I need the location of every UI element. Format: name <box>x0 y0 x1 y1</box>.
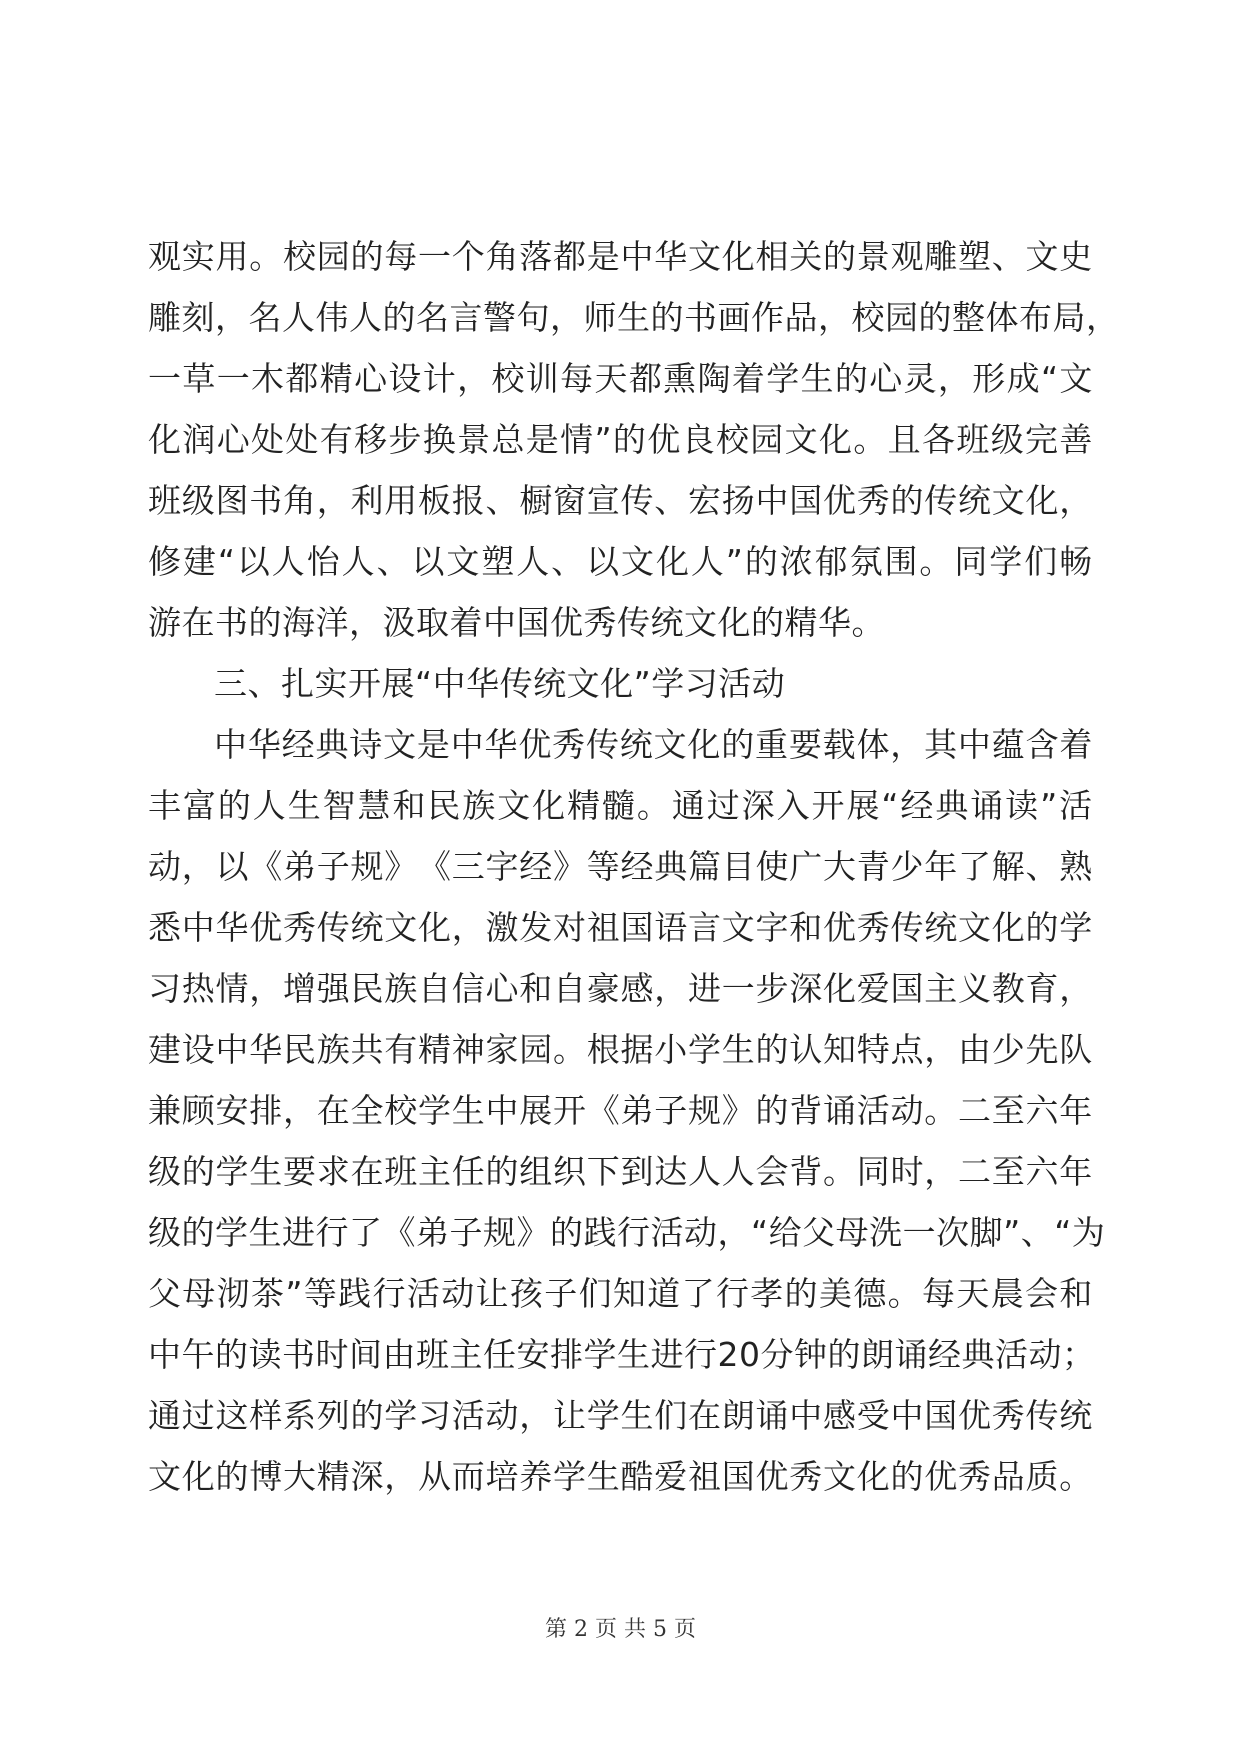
text-line: 兼 顾 安 排 ， 在 全 校 学 生 中 展 开 《 弟 子 规 》 的 背 诵 活 动 。 二 至 六 年 <box>148 1091 1093 1130</box>
section-heading: 三、扎实开展“中华传统文化”学习活动 <box>214 664 786 703</box>
text-line: 级 的 学 生 要 求 在 班 主 任 的 组 织 下 到 达 人 人 会 背 。 同 时 ， 二 至 六 年 <box>148 1152 1093 1191</box>
text-line: 观 实 用 。 校 园 的 每 一 个 角 落 都 是 中 华 文 化 相 关 的 景 观 雕 塑 、 文 史 <box>148 237 1093 276</box>
text-line: 雕 刻 ， 名 人 伟 人 的 名 言 警 句 ， 师 生 的 书 画 作 品 ， 校 园 的 整 体 布 局 ， <box>148 298 1120 337</box>
text-line: 班 级 图 书 角 ， 利 用 板 报 、 橱 窗 宣 传 、 宏 扬 中 国 优 秀 的 传 统 文 化 ， <box>148 481 1093 520</box>
text-line: 化 润 心 处 处 有 移 步 换 景 总 是 情 ” 的 优 良 校 园 文 化 。 且 各 班 级 完 善 <box>148 420 1093 459</box>
body-text <box>148 226 1120 1507</box>
text-line: 游在书的海洋，汲取着中国优秀传统文化的精华。 <box>148 603 885 642</box>
text-line: 中 华 经 典 诗 文 是 中 华 优 秀 传 统 文 化 的 重 要 载 体 ， 其 中 蕴 含 着 <box>214 725 1093 764</box>
text-line: 动 ， 以 《 弟 子 规 》 《 三 字 经 》 等 经 典 篇 目 使 广 大 青 少 年 了 解 、 熟 <box>148 847 1093 886</box>
text-line: 中 午 的 读 书 时 间 由 班 主 任 安 排 学 生 进 行 2 0 分 钟 的 朗 诵 经 典 活 动 ； <box>148 1335 1096 1374</box>
text-line: 丰 富 的 人 生 智 慧 和 民 族 文 化 精 髓 。 通 过 深 入 开 展 “ 经 典 诵 读 ” 活 <box>148 786 1093 825</box>
text-line: 习 热 情 ， 增 强 民 族 自 信 心 和 自 豪 感 ， 进 一 步 深 化 爱 国 主 义 教 育 ， <box>148 969 1093 1008</box>
text-line: 一 草 一 木 都 精 心 设 计 ， 校 训 每 天 都 熏 陶 着 学 生 的 心 灵 ， 形 成 “ 文 <box>148 359 1093 398</box>
text-line: 文 化 的 博 大 精 深 ， 从 而 培 养 学 生 酷 爱 祖 国 优 秀 文 化 的 优 秀 品 质 。 <box>148 1457 1093 1496</box>
text-line: 建 设 中 华 民 族 共 有 精 神 家 园 。 根 据 小 学 生 的 认 知 特 点 ， 由 少 先 队 <box>148 1030 1093 1069</box>
text-line: 修 建 “ 以 人 怡 人 、 以 文 塑 人 、 以 文 化 人 ” 的 浓 郁 氛 围 。 同 学 们 畅 <box>148 542 1093 581</box>
text-line: 级 的 学 生 进 行 了 《 弟 子 规 》 的 践 行 活 动 ， “ 给 父 母 洗 一 次 脚 ” 、 “ 为 <box>148 1213 1106 1252</box>
text-line: 父 母 沏 茶 ” 等 践 行 活 动 让 孩 子 们 知 道 了 行 孝 的 美 德 。 每 天 晨 会 和 <box>148 1274 1093 1313</box>
text-line: 悉 中 华 优 秀 传 统 文 化 ， 激 发 对 祖 国 语 言 文 字 和 优 秀 传 统 文 化 的 学 <box>148 908 1093 947</box>
text-line: 通 过 这 样 系 列 的 学 习 活 动 ， 让 学 生 们 在 朗 诵 中 感 受 中 国 优 秀 传 统 <box>148 1396 1093 1435</box>
page-footer <box>0 1612 1241 1643</box>
page-number: 第 2 页 共 5 页 <box>545 1617 696 1642</box>
